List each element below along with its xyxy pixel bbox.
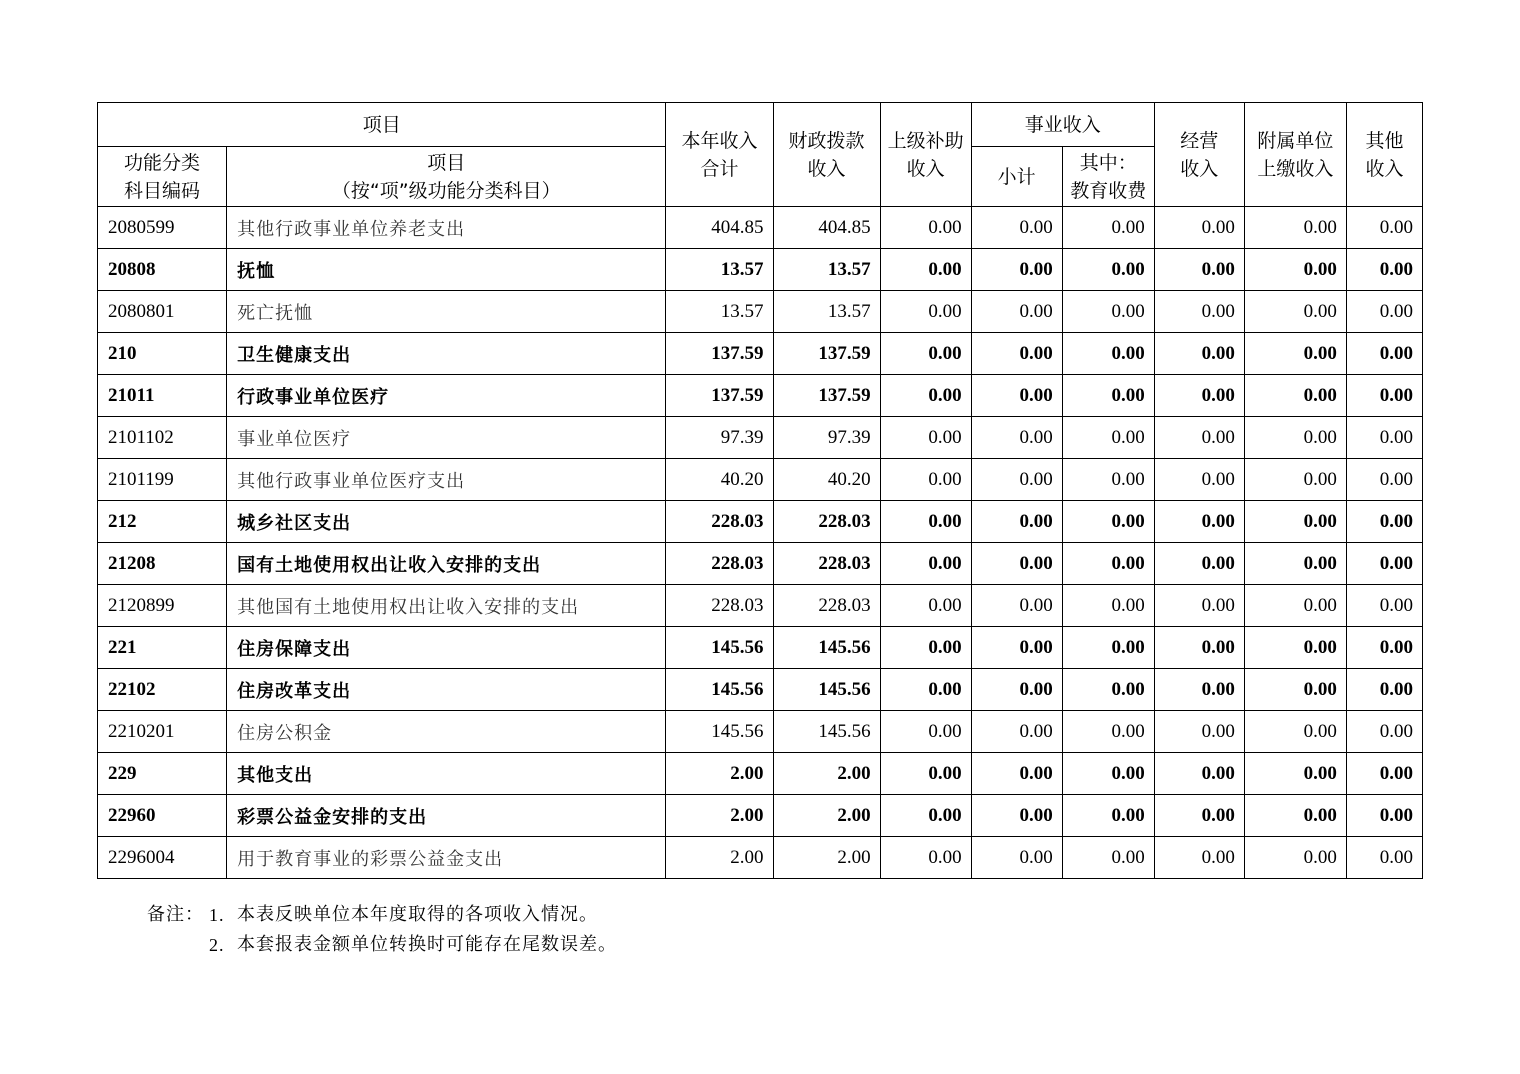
cell-edu-fee: 0.00 (1062, 585, 1154, 627)
table-row (98, 669, 1423, 711)
header-edu-fee: 其中： 教育收费 (1062, 147, 1154, 207)
row-name: 城乡社区支出 (227, 501, 666, 543)
cell-total: 137.59 (666, 375, 773, 417)
cell-other: 0.00 (1346, 333, 1422, 375)
row-name: 住房公积金 (227, 711, 666, 753)
cell-operation: 0.00 (1154, 291, 1244, 333)
cell-edu-fee: 0.00 (1062, 459, 1154, 501)
header-total: 本年收入 合计 (666, 103, 773, 207)
row-code: 2296004 (98, 837, 227, 879)
row-name: 死亡抚恤 (227, 291, 666, 333)
cell-total: 13.57 (666, 291, 773, 333)
cell-affiliate: 0.00 (1244, 585, 1346, 627)
cell-career-subtotal: 0.00 (971, 333, 1062, 375)
cell-fiscal: 145.56 (773, 627, 880, 669)
cell-subsidy: 0.00 (880, 837, 971, 879)
cell-other: 0.00 (1346, 585, 1422, 627)
cell-fiscal: 228.03 (773, 585, 880, 627)
cell-fiscal: 97.39 (773, 417, 880, 459)
row-name: 住房改革支出 (227, 669, 666, 711)
cell-subsidy: 0.00 (880, 291, 971, 333)
cell-affiliate: 0.00 (1244, 837, 1346, 879)
row-code: 212 (98, 501, 227, 543)
cell-operation: 0.00 (1154, 249, 1244, 291)
cell-career-subtotal: 0.00 (971, 669, 1062, 711)
cell-edu-fee: 0.00 (1062, 627, 1154, 669)
row-code: 22960 (98, 795, 227, 837)
cell-total: 2.00 (666, 837, 773, 879)
cell-other: 0.00 (1346, 753, 1422, 795)
table-row (98, 585, 1423, 627)
cell-edu-fee: 0.00 (1062, 375, 1154, 417)
row-code: 2101102 (98, 417, 227, 459)
cell-edu-fee: 0.00 (1062, 543, 1154, 585)
row-name: 抚恤 (227, 249, 666, 291)
cell-affiliate: 0.00 (1244, 249, 1346, 291)
table-row (98, 543, 1423, 585)
table-header (98, 103, 1423, 207)
cell-other: 0.00 (1346, 501, 1422, 543)
note-text: 本套报表金额单位转换时可能存在尾数误差。 (237, 934, 617, 955)
cell-operation: 0.00 (1154, 459, 1244, 501)
cell-career-subtotal: 0.00 (971, 753, 1062, 795)
header-affiliate: 附属单位 上缴收入 (1244, 103, 1346, 207)
row-code: 210 (98, 333, 227, 375)
cell-career-subtotal: 0.00 (971, 837, 1062, 879)
row-code: 2120899 (98, 585, 227, 627)
cell-other: 0.00 (1346, 669, 1422, 711)
row-name: 用于教育事业的彩票公益金支出 (227, 837, 666, 879)
cell-total: 145.56 (666, 627, 773, 669)
cell-fiscal: 228.03 (773, 501, 880, 543)
cell-other: 0.00 (1346, 627, 1422, 669)
table-row (98, 627, 1423, 669)
table-row (98, 417, 1423, 459)
cell-career-subtotal: 0.00 (971, 543, 1062, 585)
row-code: 2080801 (98, 291, 227, 333)
cell-subsidy: 0.00 (880, 459, 971, 501)
cell-fiscal: 145.56 (773, 711, 880, 753)
header-career-income: 事业收入 (971, 103, 1154, 147)
row-name: 其他行政事业单位医疗支出 (227, 459, 666, 501)
cell-fiscal: 228.03 (773, 543, 880, 585)
cell-edu-fee: 0.00 (1062, 711, 1154, 753)
row-name: 卫生健康支出 (227, 333, 666, 375)
cell-subsidy: 0.00 (880, 753, 971, 795)
cell-affiliate: 0.00 (1244, 795, 1346, 837)
cell-fiscal: 137.59 (773, 333, 880, 375)
row-name: 行政事业单位医疗 (227, 375, 666, 417)
cell-total: 40.20 (666, 459, 773, 501)
header-code: 功能分类 科目编码 (98, 147, 227, 207)
cell-other: 0.00 (1346, 837, 1422, 879)
cell-career-subtotal: 0.00 (971, 207, 1062, 249)
cell-fiscal: 13.57 (773, 249, 880, 291)
cell-other: 0.00 (1346, 459, 1422, 501)
cell-affiliate: 0.00 (1244, 501, 1346, 543)
cell-total: 2.00 (666, 753, 773, 795)
table-row (98, 753, 1423, 795)
row-code: 2101199 (98, 459, 227, 501)
cell-affiliate: 0.00 (1244, 627, 1346, 669)
note-text: 本表反映单位本年度取得的各项收入情况。 (237, 904, 598, 925)
cell-fiscal: 2.00 (773, 753, 880, 795)
cell-operation: 0.00 (1154, 375, 1244, 417)
cell-edu-fee: 0.00 (1062, 669, 1154, 711)
cell-affiliate: 0.00 (1244, 543, 1346, 585)
cell-operation: 0.00 (1154, 543, 1244, 585)
cell-other: 0.00 (1346, 417, 1422, 459)
cell-career-subtotal: 0.00 (971, 375, 1062, 417)
row-name: 其他支出 (227, 753, 666, 795)
cell-operation: 0.00 (1154, 501, 1244, 543)
cell-total: 97.39 (666, 417, 773, 459)
cell-total: 404.85 (666, 207, 773, 249)
row-code: 21011 (98, 375, 227, 417)
cell-fiscal: 137.59 (773, 375, 880, 417)
cell-edu-fee: 0.00 (1062, 501, 1154, 543)
cell-operation: 0.00 (1154, 585, 1244, 627)
header-subtotal: 小计 (971, 147, 1062, 207)
header-item: 项目 (98, 103, 666, 147)
cell-fiscal: 2.00 (773, 837, 880, 879)
cell-other: 0.00 (1346, 375, 1422, 417)
table-row (98, 207, 1423, 249)
note-index: 2. (209, 935, 225, 955)
cell-career-subtotal: 0.00 (971, 249, 1062, 291)
cell-edu-fee: 0.00 (1062, 837, 1154, 879)
cell-operation: 0.00 (1154, 837, 1244, 879)
cell-subsidy: 0.00 (880, 711, 971, 753)
table-row (98, 459, 1423, 501)
cell-career-subtotal: 0.00 (971, 291, 1062, 333)
row-name: 其他国有土地使用权出让收入安排的支出 (227, 585, 666, 627)
cell-subsidy: 0.00 (880, 543, 971, 585)
cell-edu-fee: 0.00 (1062, 417, 1154, 459)
cell-operation: 0.00 (1154, 333, 1244, 375)
cell-subsidy: 0.00 (880, 207, 971, 249)
cell-edu-fee: 0.00 (1062, 753, 1154, 795)
row-code: 221 (98, 627, 227, 669)
cell-subsidy: 0.00 (880, 417, 971, 459)
cell-total: 145.56 (666, 669, 773, 711)
cell-other: 0.00 (1346, 207, 1422, 249)
cell-operation: 0.00 (1154, 669, 1244, 711)
header-operation: 经营 收入 (1154, 103, 1244, 207)
header-subsidy: 上级补助 收入 (880, 103, 971, 207)
cell-operation: 0.00 (1154, 753, 1244, 795)
cell-total: 2.00 (666, 795, 773, 837)
cell-career-subtotal: 0.00 (971, 459, 1062, 501)
cell-total: 228.03 (666, 585, 773, 627)
cell-operation: 0.00 (1154, 417, 1244, 459)
row-code: 2210201 (98, 711, 227, 753)
cell-fiscal: 40.20 (773, 459, 880, 501)
cell-other: 0.00 (1346, 795, 1422, 837)
cell-total: 13.57 (666, 249, 773, 291)
cell-edu-fee: 0.00 (1062, 207, 1154, 249)
cell-subsidy: 0.00 (880, 627, 971, 669)
row-code: 229 (98, 753, 227, 795)
cell-fiscal: 2.00 (773, 795, 880, 837)
table-row (98, 837, 1423, 879)
cell-total: 145.56 (666, 711, 773, 753)
cell-subsidy: 0.00 (880, 795, 971, 837)
row-name: 彩票公益金安排的支出 (227, 795, 666, 837)
cell-affiliate: 0.00 (1244, 459, 1346, 501)
cell-operation: 0.00 (1154, 795, 1244, 837)
cell-operation: 0.00 (1154, 711, 1244, 753)
cell-affiliate: 0.00 (1244, 375, 1346, 417)
table-row (98, 711, 1423, 753)
row-name: 事业单位医疗 (227, 417, 666, 459)
note-row (147, 930, 617, 960)
cell-total: 228.03 (666, 501, 773, 543)
cell-affiliate: 0.00 (1244, 711, 1346, 753)
table-row (98, 291, 1423, 333)
cell-affiliate: 0.00 (1244, 669, 1346, 711)
cell-operation: 0.00 (1154, 207, 1244, 249)
cell-subsidy: 0.00 (880, 501, 971, 543)
table-row (98, 375, 1423, 417)
row-code: 22102 (98, 669, 227, 711)
cell-subsidy: 0.00 (880, 375, 971, 417)
cell-subsidy: 0.00 (880, 249, 971, 291)
table-row (98, 249, 1423, 291)
row-code: 21208 (98, 543, 227, 585)
cell-career-subtotal: 0.00 (971, 627, 1062, 669)
cell-total: 228.03 (666, 543, 773, 585)
header-name: 项目 （按“项”级功能分类科目） (227, 147, 666, 207)
cell-affiliate: 0.00 (1244, 417, 1346, 459)
cell-edu-fee: 0.00 (1062, 333, 1154, 375)
cell-operation: 0.00 (1154, 627, 1244, 669)
header-other: 其他 收入 (1346, 103, 1422, 207)
notes-label: 备注： (147, 904, 204, 925)
cell-subsidy: 0.00 (880, 669, 971, 711)
cell-other: 0.00 (1346, 711, 1422, 753)
notes (147, 900, 617, 960)
table-row (98, 501, 1423, 543)
cell-edu-fee: 0.00 (1062, 291, 1154, 333)
cell-career-subtotal: 0.00 (971, 501, 1062, 543)
table-row (98, 333, 1423, 375)
cell-career-subtotal: 0.00 (971, 795, 1062, 837)
cell-fiscal: 404.85 (773, 207, 880, 249)
table-row (98, 795, 1423, 837)
table-body (98, 207, 1423, 879)
cell-other: 0.00 (1346, 291, 1422, 333)
cell-edu-fee: 0.00 (1062, 249, 1154, 291)
header-fiscal: 财政拨款 收入 (773, 103, 880, 207)
row-name: 住房保障支出 (227, 627, 666, 669)
income-table (97, 102, 1423, 879)
cell-other: 0.00 (1346, 543, 1422, 585)
row-code: 2080599 (98, 207, 227, 249)
cell-affiliate: 0.00 (1244, 291, 1346, 333)
cell-fiscal: 13.57 (773, 291, 880, 333)
cell-total: 137.59 (666, 333, 773, 375)
cell-affiliate: 0.00 (1244, 753, 1346, 795)
cell-career-subtotal: 0.00 (971, 711, 1062, 753)
row-code: 20808 (98, 249, 227, 291)
cell-subsidy: 0.00 (880, 333, 971, 375)
row-name: 国有土地使用权出让收入安排的支出 (227, 543, 666, 585)
note-index: 1. (209, 905, 225, 925)
note-row (147, 900, 617, 930)
row-name: 其他行政事业单位养老支出 (227, 207, 666, 249)
cell-career-subtotal: 0.00 (971, 417, 1062, 459)
cell-subsidy: 0.00 (880, 585, 971, 627)
cell-affiliate: 0.00 (1244, 207, 1346, 249)
cell-other: 0.00 (1346, 249, 1422, 291)
cell-career-subtotal: 0.00 (971, 585, 1062, 627)
cell-fiscal: 145.56 (773, 669, 880, 711)
cell-edu-fee: 0.00 (1062, 795, 1154, 837)
cell-affiliate: 0.00 (1244, 333, 1346, 375)
